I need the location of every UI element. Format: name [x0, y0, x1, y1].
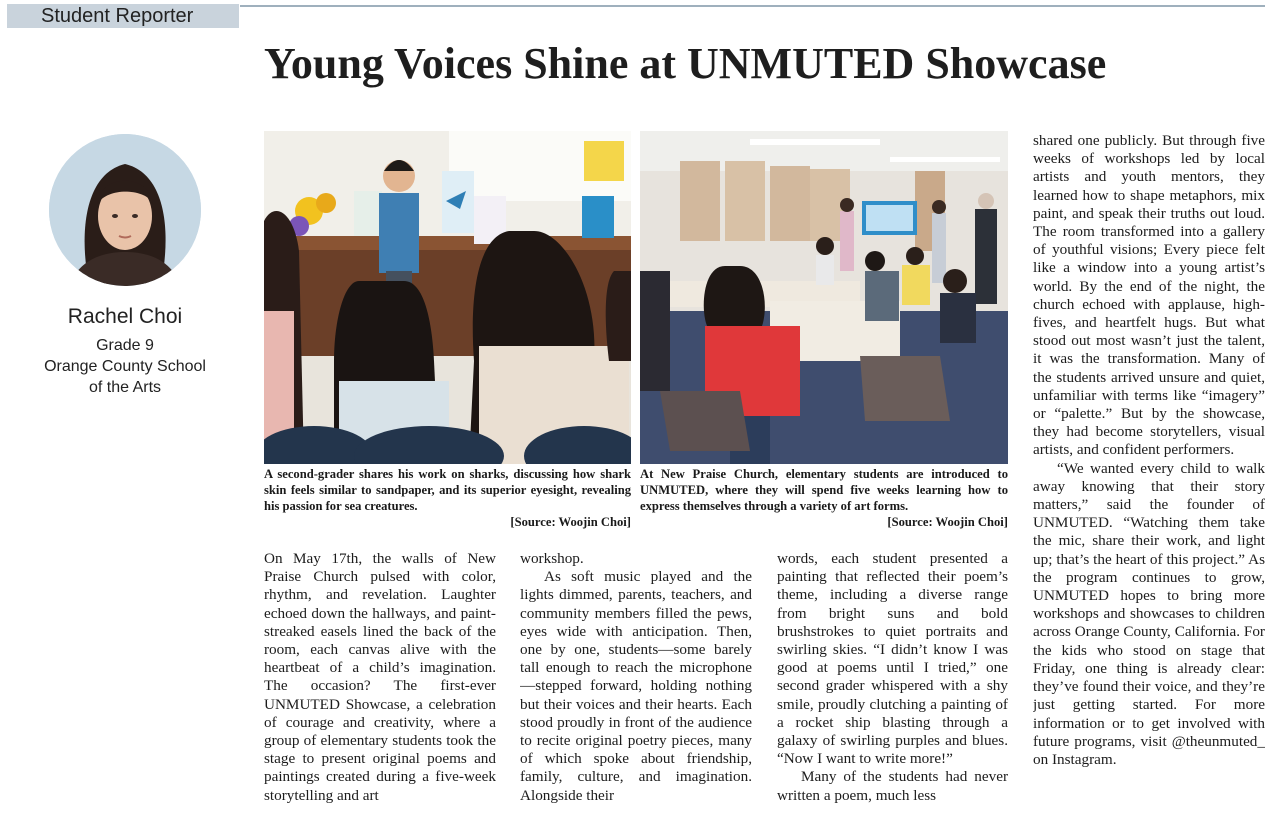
author-grade: Grade 9	[96, 337, 154, 354]
caption-source: [Source: Woojin Choi]	[887, 515, 1008, 529]
author-school-line1: Orange County School	[44, 358, 206, 375]
photo-classroom-image	[640, 131, 1008, 464]
article-column-3	[777, 550, 1008, 828]
paragraph: workshop.	[520, 550, 584, 567]
author-name: Rachel Choi	[67, 305, 183, 328]
article-column-2	[520, 550, 752, 828]
author-school-line2: of the Arts	[88, 379, 162, 396]
paragraph: “We wanted every child to walk away knowing that their story matters,” said the founder of UNMUTED. “Watching them take the mic, share their work, and light up; that’s the heart of this project.” As the program continues to grow, UNMUTED hopes to bring more workshops and showcases to children across Orange County, California. For the kids who stood on stage that Friday, one thing is already clear: they’ve found their voice, and they’re just getting started. For more information or to get involved with future programs, visit @theunmuted_ on Instagram.	[1033, 459, 1265, 768]
caption-text: At New Praise Church, elementary students are introduced to UNMUTED, where they will spend five weeks learning how to express themselves through a variety of art forms.	[640, 467, 1008, 513]
author-photo	[49, 134, 201, 286]
photo-presenter	[264, 131, 631, 464]
author-details	[10, 335, 240, 398]
photo-classroom	[640, 131, 1008, 464]
article-column-4	[1033, 132, 1265, 828]
headline: Young Voices Shine at UNMUTED Showcase	[264, 39, 1107, 88]
paragraph: shared one publicly. But through five weeks of workshops led by local artists and youth mentors, they learned how to shape metaphors, mix paint, and speak their truths out loud. The room transformed into a gallery of youthful visions; Every piece felt like a window into a young artist’s world. By the end of the night, the church echoed with applause, high-fives, and heartfelt hugs. But what stood out most wasn’t just the talent, it was the transformation. Many of the students arrived unsure and quiet, unfamiliar with terms like “imagery” or “palette.” But by the showcase, they had become storytellers, visual artists, and confident performers.	[1033, 132, 1265, 459]
article-column-1	[264, 550, 496, 828]
caption-text: A second-grader shares his work on sharks, discussing how shark skin feels similar to sandpaper, and its superior eyesight, revealing his passion for sea creatures.	[264, 467, 631, 513]
paragraph: On May 17th, the walls of New Praise Church pulsed with color, rhythm, and revelation. Laughter echoed down the hallways, and paint-streaked easels lined the back of the room, each canvas alive with the heartbeat of a child’s imagination. The occasion? The first-ever UNMUTED Showcase, a celebration of courage and creativity, where a group of elementary students took the stage to present original poems and paintings created during a five-week storytelling and art	[264, 550, 496, 804]
top-rule	[240, 5, 1265, 7]
photo-caption-1	[264, 466, 631, 530]
author-portrait-image	[49, 134, 201, 286]
photo-presenter-image	[264, 131, 631, 464]
paragraph: As soft music played and the lights dimmed, parents, teachers, and community members filled the pews, eyes wide with anticipation. Then, one by one, students—some barely tall enough to reach the microphone—stepped forward, holding nothing but their voices and their hearts. Each stood proudly in front of the audience to recite original poetry pieces, many of which spoke about friendship, family, culture, and imagination. Alongside their	[520, 568, 752, 804]
photo-caption-2	[640, 466, 1008, 530]
caption-source: [Source: Woojin Choi]	[510, 515, 631, 529]
section-label: Student Reporter	[7, 4, 239, 28]
paragraph: words, each student presented a painting that reflected their poem’s theme, including a diverse range from bright suns and bold brushstrokes to quiet portraits and swirling skies. “I didn’t know I was good at poems until I tried,” one second grader whispered with a shy smile, proudly clutching a painting of a rocket ship blasting through a galaxy of swirling purples and blues. “Now I want to write more!”	[777, 550, 1008, 768]
paragraph: Many of the students had never written a poem, much less	[777, 768, 1008, 804]
